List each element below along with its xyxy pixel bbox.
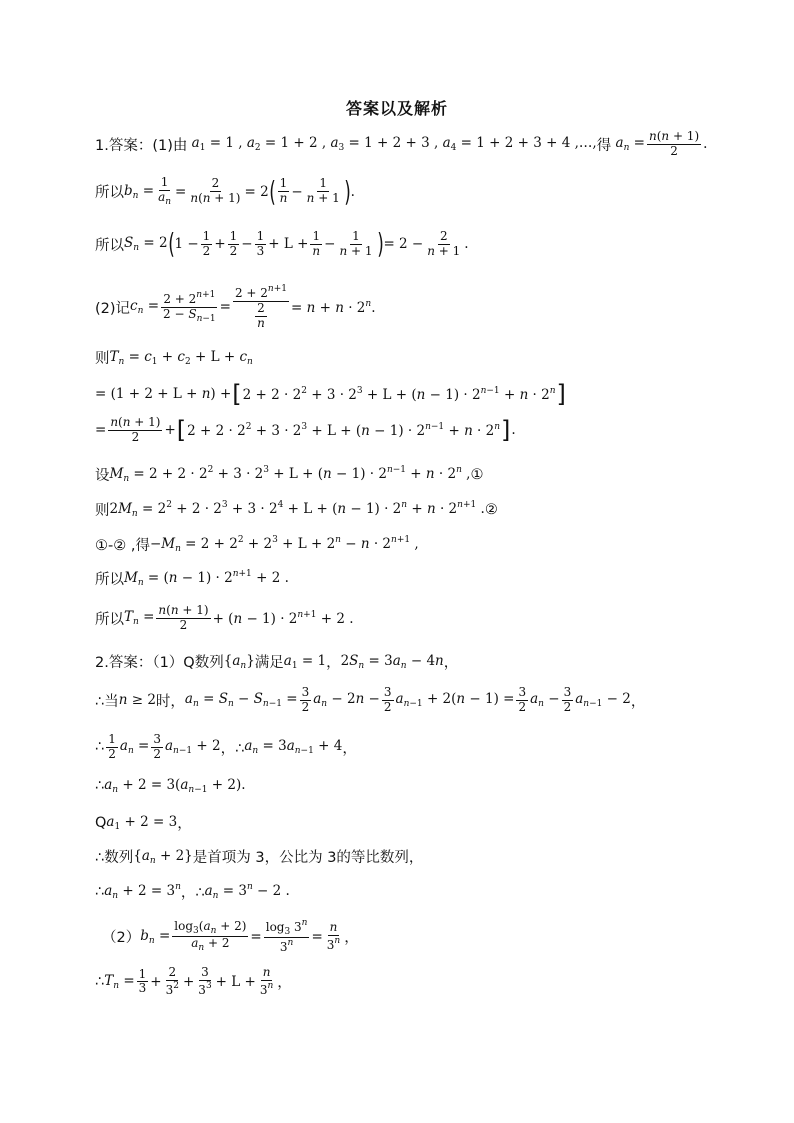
solution-line-4: (2)记 $c_n$ = $\frac{2 + 2^{n+1}}{2 - S_{n-1}}$ = $\frac{2 + 2^{n+1}}{\frac{2}{n}}$ = $n + n \cdot 2^n$. [95, 284, 376, 330]
solution-line-15: ∴ $\frac{1}{2}$ $a_n$ = $\frac{3}{2}$ $a_{n-1} + 2$ ，∴ $a_n = 3a_{n-1} + 4$ ， [95, 732, 357, 761]
solution-line-21: ∴ $T_n$ = $\frac{1}{3}$ + $\frac{2}{3^2}$ + $\frac{3}{3^3}$ + L + $\frac{n}{3^n}$ ， [95, 965, 292, 997]
solution-line-3: 所以 $S_n = 2$ ( 1 − $\frac{1}{2}$ + $\frac{1}{2}$ − $\frac{1}{3}$ + L + $\frac{1}{n}$ − $\frac{1}{n + 1}$ ) = 2 − $\frac{2}{n + 1}$ . [95, 227, 469, 261]
solution-line-11: 所以 $M_n = (n - 1) \cdot 2^{n+1} + 2$ . [95, 569, 289, 588]
solution-line-7: = $\frac{n(n + 1)}{2}$ + [ $2 + 2 \cdot 2^2 + 3 \cdot 2^3 + L + (n - 1) \cdot 2^{n-1} + n \cdot 2^n$ ] . [95, 415, 516, 445]
solution-line-6: = (1 + 2 + L + n) + [ $2 + 2 \cdot 2^2 + 3 \cdot 2^3 + L + (n - 1) \cdot 2^{n-1} + n \cdot 2^n$ ] [95, 380, 566, 408]
solution-line-10: ①-② ,得 $-M_n = 2 + 2^2 + 2^3 + L + 2^n - n \cdot 2^{n+1}$ , [95, 535, 419, 554]
solution-line-13: 2.答案：（1）Q数列 $\{a_n\}$ 满足 $a_1 = 1$ ， $2S_n = 3a_n - 4n$ ， [95, 652, 459, 671]
solution-line-1: 1.答案：(1)由 $a_1 = 1$ , $a_2 = 1 + 2$ , $a_3 = 1 + 2 + 3$ , $a_4 = 1 + 2 + 3 + 4$ ,…, 得 $a_n$ = $\frac{n(n + 1)}{2}$ . [95, 129, 708, 158]
solution-line-9: 则 $2M_n = 2^2 + 2 \cdot 2^3 + 3 \cdot 2^4 + L + (n - 1) \cdot 2^n + n \cdot 2^{n+1}$ . ② [95, 500, 498, 519]
solution-line-20: （2） $b_n$ = $\frac{\log_3(a_n + 2)}{a_n + 2}$ = $\frac{\log_3 3^n}{3^n}$ = $\frac{n}{3^n}$ ， [102, 918, 359, 955]
page-title: 答案以及解析 [345, 99, 448, 118]
solution-line-18: ∴数列 $\{a_n + 2\}$ 是首项为 3，公比为 3的等比数列， [95, 847, 424, 866]
solution-line-5: 则 $T_n = c_1 + c_2 + L + c_n$ [95, 348, 253, 367]
solution-line-14: ∴当 n ≥ 2 时， $a_n = S_n - S_{n-1}$ = $\frac{3}{2}$ $a_n - 2n$ − $\frac{3}{2}$ $a_{n-1} + 2(n - 1)$ = $\frac{3}{2}$ $a_n$ − $\frac{3}{2}$ $a_{n-1} - 2$ ， [95, 685, 646, 714]
solution-line-8: 设 $M_n = 2 + 2 \cdot 2^2 + 3 \cdot 2^3 + L + (n - 1) \cdot 2^{n-1} + n \cdot 2^n$ , ① [95, 465, 484, 484]
solution-line-12: 所以 $T_n$ = $\frac{n(n + 1)}{2}$ + $(n - 1) \cdot 2^{n+1} + 2$ . [95, 603, 354, 632]
solution-line-17: Q $a_1 + 2 = 3$ ， [95, 813, 192, 832]
solution-line-19: ∴ $a_n + 2 = 3^n$ ，∴ $a_n = 3^n - 2$ . [95, 882, 290, 901]
solution-line-16: ∴ $a_n + 2 = 3(a_{n-1} + 2)$. [95, 777, 246, 795]
solution-line-2: 所以 $b_n$ = $\frac{1}{a_n}$ = $\frac{2}{n(n + 1)}$ = 2 ( $\frac{1}{n}$ − $\frac{1}{n + 1}$ ) . [95, 174, 355, 208]
